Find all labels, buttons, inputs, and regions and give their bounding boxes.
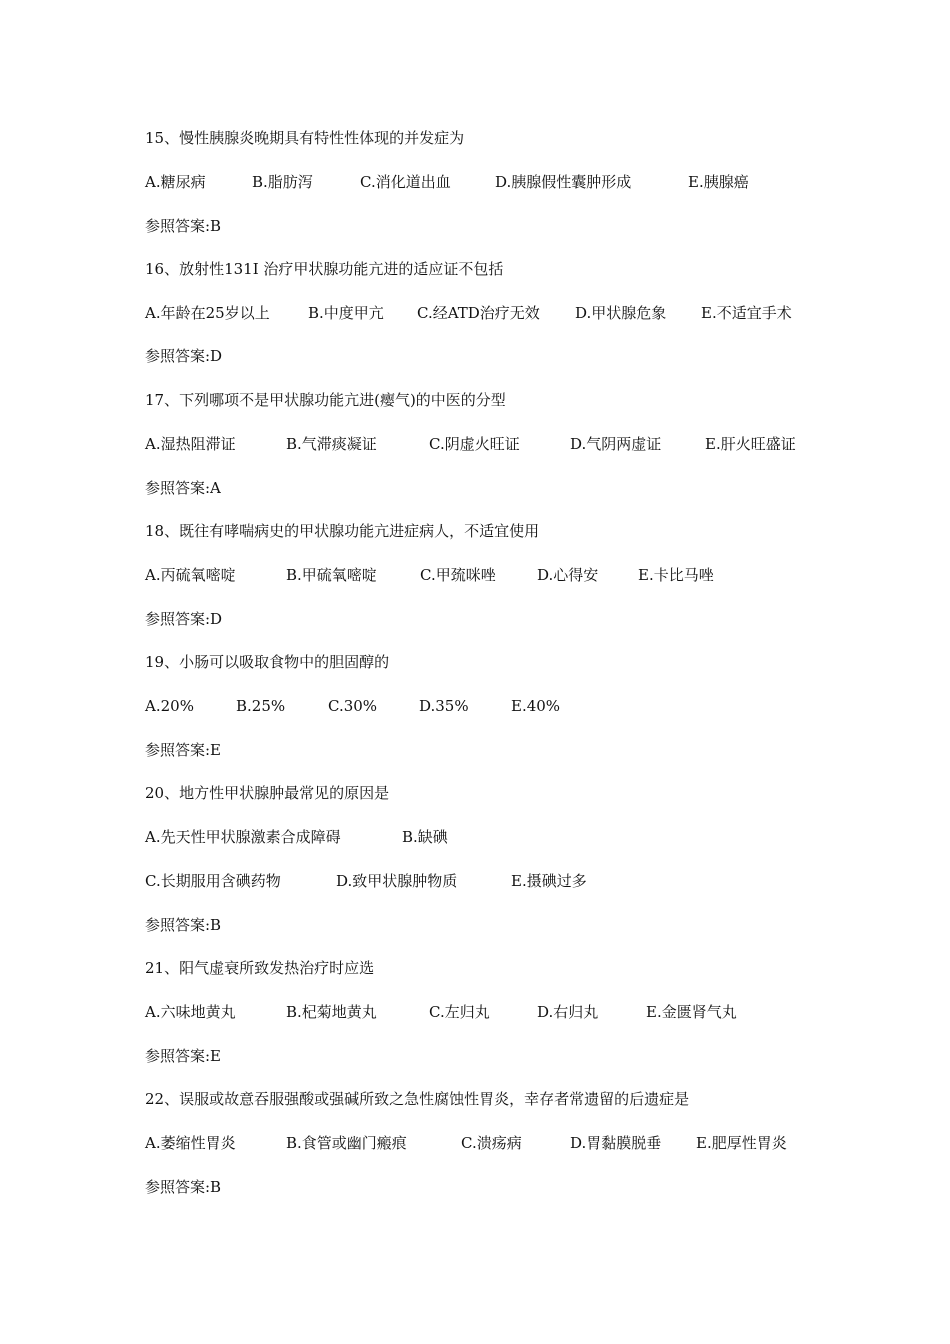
option: D.右归丸: [537, 1003, 599, 1021]
option: B.缺碘: [402, 828, 448, 846]
option: B.气滞痰凝证: [286, 435, 377, 453]
option: C.长期服用含碘药物: [145, 872, 281, 890]
option: A.20%: [145, 697, 194, 715]
option: D.胃黏膜脱垂: [570, 1134, 662, 1152]
option: C.左归丸: [429, 1003, 490, 1021]
option: E.卡比马唑: [638, 566, 714, 584]
question-stem: 16、放射性131Ⅰ 治疗甲状腺功能亢进的适应证不包括: [145, 260, 504, 278]
answer-line: 参照答案:B: [145, 217, 222, 235]
option: C.经ATD治疗无效: [417, 304, 540, 322]
option: C.阴虚火旺证: [429, 435, 520, 453]
question-stem: 20、地方性甲状腺肿最常见的原因是: [145, 784, 390, 802]
answer-line: 参照答案:A: [145, 479, 221, 497]
option: A.丙硫氧嘧啶: [145, 566, 236, 584]
option: C.溃疡病: [461, 1134, 522, 1152]
question-stem: 15、慢性胰腺炎晚期具有特性性体现的并发症为: [145, 129, 465, 147]
option: D.胰腺假性囊肿形成: [495, 173, 632, 191]
option: B.食管或幽门瘢痕: [286, 1134, 407, 1152]
option: E.不适宜手术: [701, 304, 792, 322]
option: E.肝火旺盛证: [705, 435, 796, 453]
option: A.六味地黄丸: [145, 1003, 236, 1021]
answer-line: 参照答案:D: [145, 347, 223, 365]
question-stem: 22、误服或故意吞服强酸或强碱所致之急性腐蚀性胃炎，幸存者常遗留的后遗症是: [145, 1090, 690, 1108]
option: B.25%: [236, 697, 286, 715]
option: D.气阴两虚证: [570, 435, 662, 453]
option: E.40%: [511, 697, 561, 715]
option: B.中度甲亢: [308, 304, 384, 322]
option: A.先天性甲状腺激素合成障碍: [145, 828, 341, 846]
option: A.年龄在25岁以上: [145, 304, 270, 322]
option: C.甲巯咪唑: [420, 566, 496, 584]
option: A.萎缩性胃炎: [145, 1134, 236, 1152]
question-stem: 18、既往有哮喘病史的甲状腺功能亢进症病人，不适宜使用: [145, 522, 540, 540]
question-stem: 21、阳气虚衰所致发热治疗时应选: [145, 959, 375, 977]
option: B.脂肪泻: [252, 173, 313, 191]
option: A.湿热阻滞证: [145, 435, 236, 453]
option: B.甲硫氧嘧啶: [286, 566, 377, 584]
option: E.肥厚性胃炎: [696, 1134, 787, 1152]
option: C.消化道出血: [360, 173, 451, 191]
option: A.糖尿病: [145, 173, 206, 191]
option: E.胰腺癌: [688, 173, 749, 191]
answer-line: 参照答案:B: [145, 916, 222, 934]
option: D.心得安: [537, 566, 599, 584]
question-stem: 19、小肠可以吸取食物中的胆固醇的: [145, 653, 390, 671]
answer-line: 参照答案:D: [145, 610, 223, 628]
option: B.杞菊地黄丸: [286, 1003, 377, 1021]
option: D.致甲状腺肿物质: [336, 872, 458, 890]
option: E.摄碘过多: [511, 872, 587, 890]
answer-line: 参照答案:E: [145, 741, 222, 759]
question-stem: 17、下列哪项不是甲状腺功能亢进(瘿气)的中医的分型: [145, 391, 506, 409]
option: D.35%: [419, 697, 469, 715]
option: D.甲状腺危象: [575, 304, 667, 322]
answer-line: 参照答案:E: [145, 1047, 222, 1065]
option: E.金匮肾气丸: [646, 1003, 737, 1021]
option: C.30%: [328, 697, 378, 715]
answer-line: 参照答案:B: [145, 1178, 222, 1196]
